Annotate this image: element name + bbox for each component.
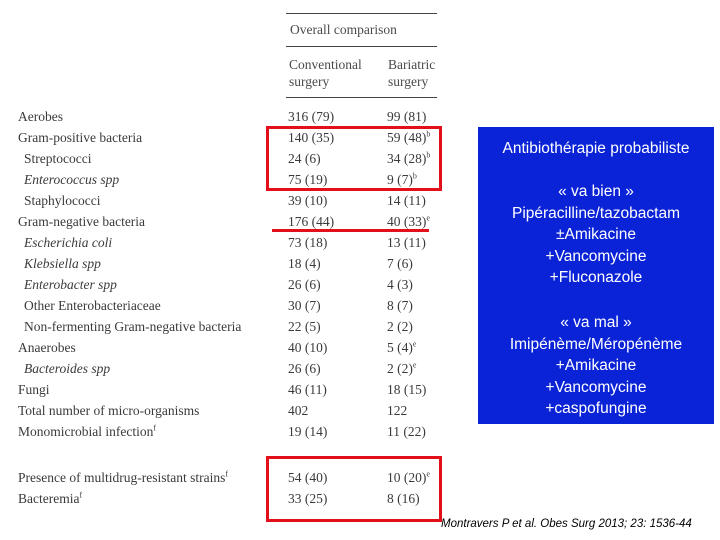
- cell-value: 33 (25): [288, 491, 328, 506]
- row-label-text: Enterococcus spp: [24, 172, 120, 187]
- cell-value: 10 (20): [387, 470, 427, 485]
- row-label: [18, 400, 199, 421]
- row-label-text: Staphylococci: [24, 193, 101, 208]
- cell-value: 30 (7): [288, 298, 321, 313]
- bariatric-value: [387, 379, 426, 400]
- footnote-mark: b: [412, 171, 417, 181]
- conventional-value: [288, 337, 327, 358]
- row-label-text: Non-fermenting Gram-negative bacteria: [24, 319, 242, 334]
- cell-value: 73 (18): [288, 235, 328, 250]
- row-label: [18, 421, 156, 442]
- cell-value: 59 (48): [387, 130, 427, 145]
- bariatric-value: [387, 337, 416, 358]
- bariatric-value: [387, 274, 413, 295]
- table-row: [0, 106, 440, 127]
- row-label: [24, 148, 91, 169]
- footnote-mark: b: [426, 150, 431, 160]
- col-conventional-header-line2: surgery: [289, 74, 330, 89]
- row-label-text: Fungi: [18, 382, 50, 397]
- cell-value: 46 (11): [288, 382, 327, 397]
- bariatric-value: [387, 316, 413, 337]
- row-label-text: Aerobes: [18, 109, 63, 124]
- table-row: [0, 421, 440, 442]
- cell-value: 8 (7): [387, 298, 413, 313]
- conventional-value: [288, 400, 308, 421]
- panel-line: « va bien »: [558, 183, 634, 200]
- footnote-mark: e: [412, 360, 417, 370]
- table-row: [0, 295, 440, 316]
- panel-line: « va mal »: [560, 314, 632, 331]
- row-label-text: Monomicrobial infection: [18, 424, 154, 439]
- panel-line: Pipéracilline/tazobactam: [511, 204, 680, 222]
- table-row: [0, 358, 440, 379]
- col-conventional-header: [289, 56, 362, 90]
- bariatric-value: [387, 253, 413, 274]
- cell-value: 9 (7): [387, 172, 413, 187]
- panel-line: +Vancomycine: [545, 378, 647, 396]
- row-label: [24, 232, 112, 253]
- cell-value: 26 (6): [288, 277, 321, 292]
- antibiotic-panel: [478, 127, 714, 424]
- table-header-rule: [286, 97, 437, 98]
- cell-value: 8 (16): [387, 491, 420, 506]
- row-label: [24, 253, 101, 274]
- row-label: [18, 467, 228, 488]
- footnote-mark: e: [412, 339, 417, 349]
- row-label: [24, 316, 241, 337]
- conventional-value: [288, 274, 321, 295]
- panel-line: +Fluconazole: [549, 269, 643, 286]
- row-label: [18, 379, 50, 400]
- conventional-value: [288, 253, 321, 274]
- bariatric-value: [387, 295, 413, 316]
- cell-value: 13 (11): [387, 235, 426, 250]
- cell-value: 11 (22): [387, 424, 426, 439]
- bariatric-value: [387, 400, 407, 421]
- row-label: [24, 274, 117, 295]
- cell-value: 5 (4): [387, 340, 413, 355]
- row-label: [18, 488, 82, 509]
- row-label-text: Anaerobes: [18, 340, 76, 355]
- cell-value: 22 (5): [288, 319, 321, 334]
- table-row: [0, 379, 440, 400]
- row-label-text: Presence of multidrug-resistant strains: [18, 470, 226, 485]
- panel-line: +Vancomycine: [545, 247, 647, 265]
- panel-line: ±Amikacine: [555, 226, 636, 243]
- panel-line: +caspofungine: [545, 400, 647, 417]
- footnote-mark: f: [153, 423, 157, 433]
- cell-value: 34 (28): [387, 151, 427, 166]
- cell-value: 316 (79): [288, 109, 335, 124]
- bariatric-value: [387, 106, 426, 127]
- col-bariatric-header-line2: surgery: [388, 74, 429, 89]
- panel-block-va-bien: [478, 181, 714, 289]
- row-label-text: Gram-negative bacteria: [18, 214, 146, 229]
- highlight-gram-negative-underline: [272, 229, 429, 232]
- bariatric-value: [387, 190, 426, 211]
- cell-value: 14 (11): [387, 193, 426, 208]
- panel-line: Imipénème/Méropénème: [509, 335, 683, 353]
- table-row: [0, 253, 440, 274]
- cell-value: 75 (19): [288, 172, 328, 187]
- cell-value: 54 (40): [288, 470, 328, 485]
- cell-value: 99 (81): [387, 109, 427, 124]
- col-bariatric-header-line1: Bariatric: [388, 57, 436, 72]
- row-label-text: Enterobacter spp: [24, 277, 117, 292]
- cell-value: 140 (35): [288, 130, 335, 145]
- cell-value: 402: [288, 403, 309, 418]
- cell-value: 40 (10): [288, 340, 328, 355]
- conventional-value: [288, 379, 327, 400]
- cell-value: 19 (14): [288, 424, 328, 439]
- col-conventional-header-line1: Conventional: [289, 57, 362, 72]
- cell-value: 4 (3): [387, 277, 413, 292]
- row-label: [24, 190, 100, 211]
- cell-value: 2 (2): [387, 361, 413, 376]
- table-row: [0, 316, 440, 337]
- table-row: [0, 190, 440, 211]
- conventional-value: [288, 295, 321, 316]
- overall-comparison-header: Overall comparison: [290, 22, 397, 37]
- panel-title: Antibiothérapie probabiliste: [502, 140, 690, 157]
- row-label-text: Bacteremia: [18, 491, 80, 506]
- conventional-value: [288, 190, 327, 211]
- table-group-rule: [286, 46, 437, 47]
- row-label: [18, 211, 145, 232]
- row-label-text: Bacteroides spp: [24, 361, 111, 376]
- cell-value: 40 (33): [387, 214, 427, 229]
- cell-value: 122: [387, 403, 408, 418]
- table-row: [0, 337, 440, 358]
- row-label-text: Other Enterobacteriaceae: [24, 298, 161, 313]
- row-label: [24, 169, 119, 190]
- bariatric-value: [387, 232, 426, 253]
- footnote-mark: b: [426, 129, 431, 139]
- bariatric-value: [387, 421, 426, 442]
- footnote-mark: f: [225, 469, 228, 479]
- cell-value: 7 (6): [387, 256, 413, 271]
- panel-line: +Amikacine: [555, 357, 637, 374]
- highlight-mdr-box: [266, 456, 442, 522]
- footnote-mark: f: [79, 490, 83, 500]
- table-top-rule: [286, 13, 437, 14]
- conventional-value: [288, 316, 321, 337]
- row-label-text: Klebsiella spp: [24, 256, 101, 271]
- row-label-text: Total number of micro-organisms: [18, 403, 200, 418]
- table-row: [0, 274, 440, 295]
- table-row: [0, 400, 440, 421]
- cell-value: 18 (15): [387, 382, 427, 397]
- conventional-value: [288, 358, 321, 379]
- row-label: [24, 358, 110, 379]
- bariatric-value: [387, 358, 416, 379]
- table-row: [0, 232, 440, 253]
- row-label-text: Streptococci: [24, 151, 92, 166]
- conventional-value: [288, 106, 334, 127]
- cell-value: 24 (6): [288, 151, 321, 166]
- row-label: [18, 127, 142, 148]
- footnote-mark: e: [426, 213, 430, 223]
- cell-value: 18 (4): [288, 256, 321, 271]
- row-label-text: Gram-positive bacteria: [18, 130, 143, 145]
- footnote-mark: e: [426, 469, 430, 479]
- conventional-value: [288, 232, 327, 253]
- panel-block-va-mal: [478, 312, 714, 420]
- cell-value: 26 (6): [288, 361, 321, 376]
- row-label: [24, 295, 161, 316]
- row-label: [18, 337, 76, 358]
- conventional-value: [288, 421, 327, 442]
- cell-value: 176 (44): [288, 214, 335, 229]
- citation: Montravers P et al. Obes Surg 2013; 23: 1536-44: [441, 518, 692, 530]
- row-label-text: Escherichia coli: [24, 235, 113, 250]
- col-bariatric-header: [388, 56, 435, 90]
- row-label: [18, 106, 63, 127]
- cell-value: 39 (10): [288, 193, 328, 208]
- highlight-gram-positive-box: [266, 126, 442, 191]
- cell-value: 2 (2): [387, 319, 413, 334]
